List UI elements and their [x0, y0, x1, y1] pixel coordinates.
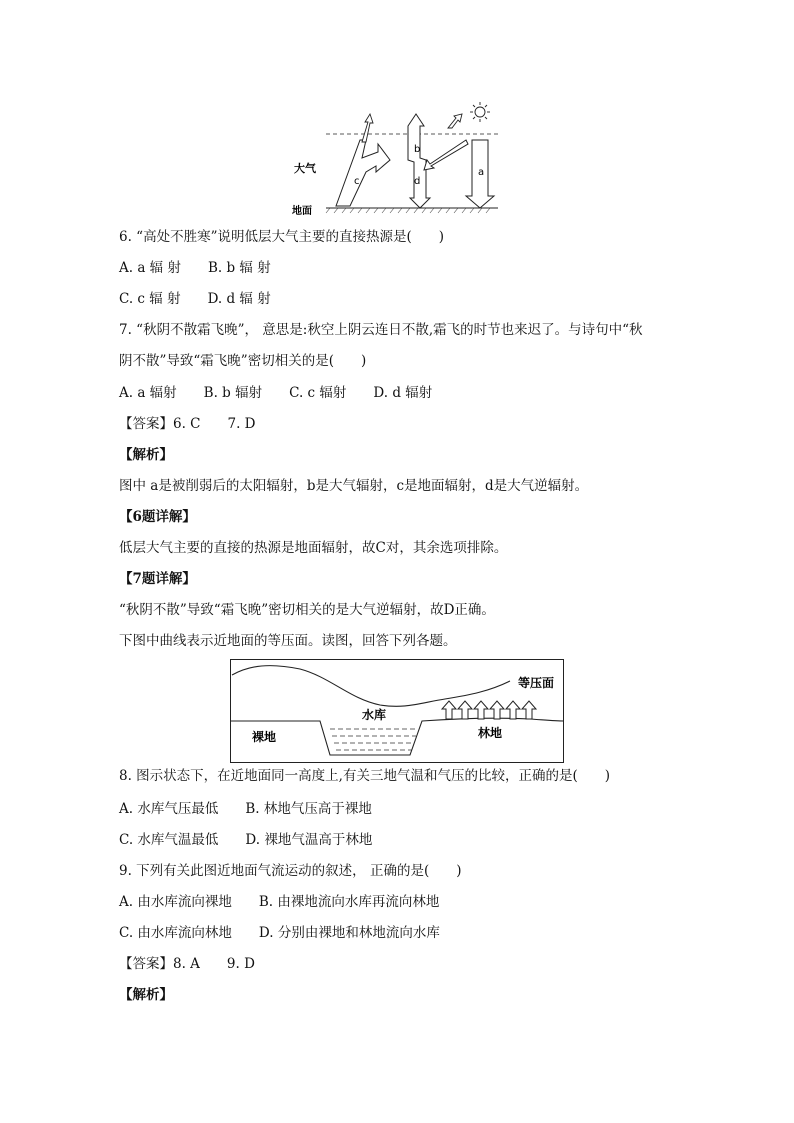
q9-options-row2: C. 由水库流向林地 D. 分别由裸地和林地流向水库: [119, 925, 440, 941]
q9-options-row1: A. 由水库流向裸地 B. 由裸地流向水库再流向林地: [119, 894, 440, 910]
q8-stem: 8. 图示状态下，在近地面同一高度上,有关三地气温和气压的比较，正确的是( ): [119, 768, 610, 784]
detail-6-heading: 【6题详解】: [119, 509, 196, 525]
sun-icon: [470, 102, 490, 122]
label-c: c: [354, 176, 360, 187]
q7-stem-line1: 7. “秋阴不散霜飞晚”， 意思是:秋空上阴云连日不散,霜飞的时节也来迟了。与诗句中“秋: [119, 322, 643, 338]
q7-options: A. a 辐射 B. b 辐射 C. c 辐射 D. d 辐射: [119, 385, 433, 401]
q7-stem-line2: 阴不散”导致“霜飞晚”密切相关的是( ): [119, 353, 367, 369]
label-isobar: 等压面: [518, 676, 555, 690]
q6-options-row1: A. a 辐 射 B. b 辐 射: [119, 260, 271, 276]
detail-7-text: “秋阴不散”导致“霜飞晚”密切相关的是大气逆辐射，故D正确。: [119, 602, 495, 618]
label-atmosphere: 大气: [294, 162, 316, 175]
q6-stem: 6. “高处不胜寒”说明低层大气主要的直接热源是( ): [119, 229, 445, 245]
answer-8-9: 【答案】8. A 9. D: [119, 956, 255, 972]
detail-7-heading: 【7题详解】: [119, 571, 196, 587]
q9-stem: 9. 下列有关此图近地面气流运动的叙述， 正确的是( ): [119, 863, 462, 879]
label-bare-land: 裸地: [252, 730, 277, 744]
isobar-diagram: [230, 659, 564, 763]
label-a: a: [478, 167, 485, 178]
label-b: b: [414, 144, 421, 155]
q8-options-row2: C. 水库气温最低 D. 裸地气温高于林地: [119, 832, 373, 848]
q8-options-row1: A. 水库气压最低 B. 林地气压高于裸地: [119, 801, 372, 817]
label-forest: 林地: [478, 726, 503, 740]
detail-6-text: 低层大气主要的直接的热源是地面辐射，故C对，其余选项排除。: [119, 540, 508, 556]
arrow-c: [336, 140, 390, 206]
analysis-text-1: 图中 a是被削弱后的太阳辐射，b是大气辐射，c是地面辐射，d是大气逆辐射。: [119, 478, 589, 494]
analysis-heading-2: 【解析】: [119, 987, 173, 1003]
answer-6-7: 【答案】6. C 7. D: [119, 416, 256, 432]
label-reservoir: 水库: [362, 708, 387, 722]
analysis-heading-1: 【解析】: [119, 447, 173, 463]
radiation-diagram: [290, 100, 510, 218]
label-ground: 地面: [292, 206, 312, 217]
intro-figure-2: 下图中曲线表示近地面的等压面。读图，回答下列各题。: [119, 633, 457, 649]
q6-options-row2: C. c 辐 射 D. d 辐 射: [119, 291, 271, 307]
label-d: d: [414, 176, 421, 187]
